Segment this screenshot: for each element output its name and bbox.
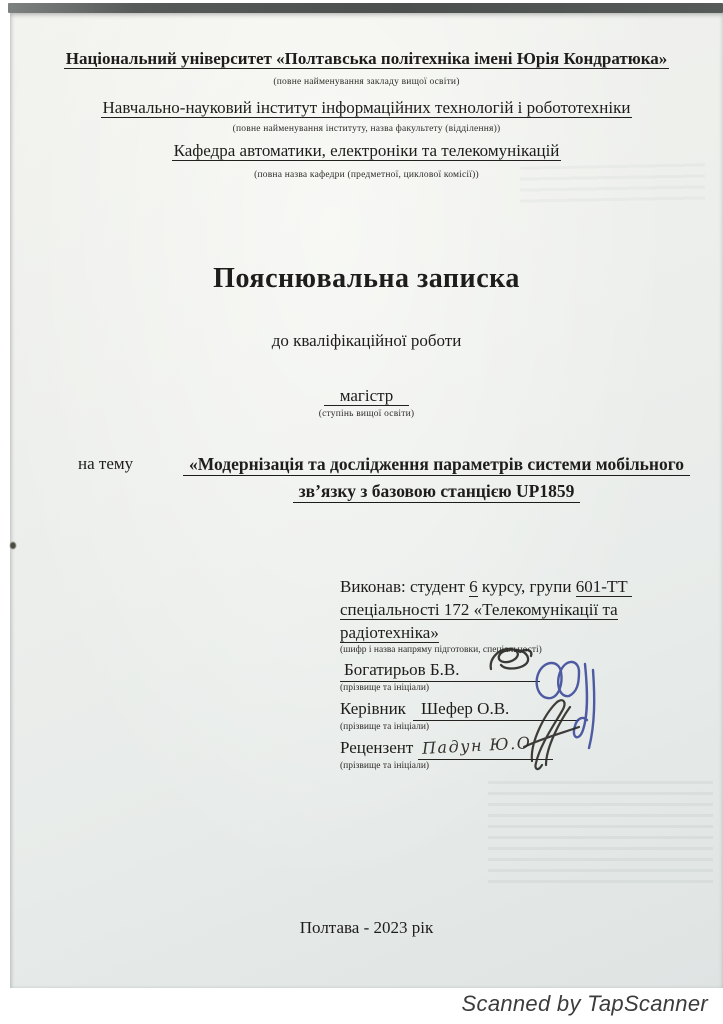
- bleed-through-top: [520, 163, 705, 206]
- topic-line-2-text: зв’язку з базовою станцією UP1859: [293, 481, 581, 503]
- supervisor-label: Керівник: [340, 699, 406, 718]
- performed-prefix: Виконав: студент: [340, 577, 470, 596]
- student-name-line: [340, 658, 540, 682]
- scanner-watermark: Scanned by TapScanner: [461, 991, 708, 1016]
- university-name-text: Національний університет «Полтавська політехніка імені Юрія Кондратюка»: [65, 49, 668, 68]
- university-name: [10, 46, 723, 72]
- scan-speck: [10, 542, 16, 549]
- student-name-row: [340, 658, 723, 682]
- supervisor-row: [340, 697, 723, 721]
- speciality-row-1: [340, 598, 723, 621]
- bleed-through-bottom: [488, 781, 713, 889]
- supervisor-name: Шефер О.В.: [420, 699, 510, 718]
- institution-header: [10, 46, 723, 181]
- reviewer-row: [340, 733, 723, 760]
- topic-line-1: [154, 451, 719, 478]
- document-title: Пояснювальна записка: [213, 263, 520, 294]
- topic-block: [66, 451, 719, 504]
- speciality-caption: (шифр і назва напряму підготовки, спеціальності): [340, 645, 542, 655]
- performed-by-row: [340, 575, 723, 598]
- reviewer-name-line: [418, 733, 553, 760]
- reviewer-caption: (прізвище та ініціали): [340, 761, 430, 771]
- speciality-line-1: спеціальності 172 «Телекомунікації та: [340, 600, 618, 619]
- department-name-text: Кафедра автоматики, електроніки та телекомунікацій: [173, 141, 560, 160]
- author-block: [340, 575, 723, 772]
- topic-line-2: [154, 478, 719, 505]
- document-subtitle: до кваліфікаційної роботи: [271, 331, 462, 350]
- student-name: Богатирьов Б.В.: [344, 660, 460, 679]
- scanned-page: [10, 13, 723, 988]
- department-name: [10, 138, 723, 164]
- university-caption: (повне найменування закладу вищої освіти): [273, 77, 460, 87]
- course-number: 6: [469, 577, 478, 596]
- department-caption: (повна назва кафедри (предметної, циклової комісії)): [254, 170, 479, 180]
- institute-name: [10, 95, 723, 121]
- degree-value: магістр: [324, 386, 410, 406]
- topic-label: на тему: [78, 454, 134, 473]
- scan-edge-strip: [8, 3, 723, 13]
- reviewer-label: Рецензент: [340, 738, 414, 757]
- speciality-row-2: [340, 621, 723, 644]
- speciality-line-2: радіотехніка»: [340, 623, 439, 642]
- group-number: 601-ТТ: [575, 577, 632, 596]
- student-name-caption: (прізвище та ініціали): [340, 683, 430, 693]
- institute-caption: (повне найменування інституту, назва факультету (відділення)): [232, 124, 501, 134]
- reviewer-name-handwritten: Падун Ю.О: [421, 733, 533, 758]
- topic-title: [154, 451, 719, 504]
- supervisor-name-line: [413, 697, 579, 721]
- city-year: Полтава - 2023 рік: [299, 918, 434, 937]
- degree-caption: (ступінь вищої освіти): [318, 409, 415, 419]
- performed-mid: курсу, групи: [477, 577, 576, 596]
- topic-line-1-text: «Модернізація та дослідження параметрів системи мобільного: [183, 454, 690, 476]
- degree-block: [10, 385, 723, 420]
- institute-name-text: Навчально-науковий інститут інформаційних технологій і робототехніки: [102, 98, 631, 117]
- supervisor-caption: (прізвище та ініціали): [340, 722, 430, 732]
